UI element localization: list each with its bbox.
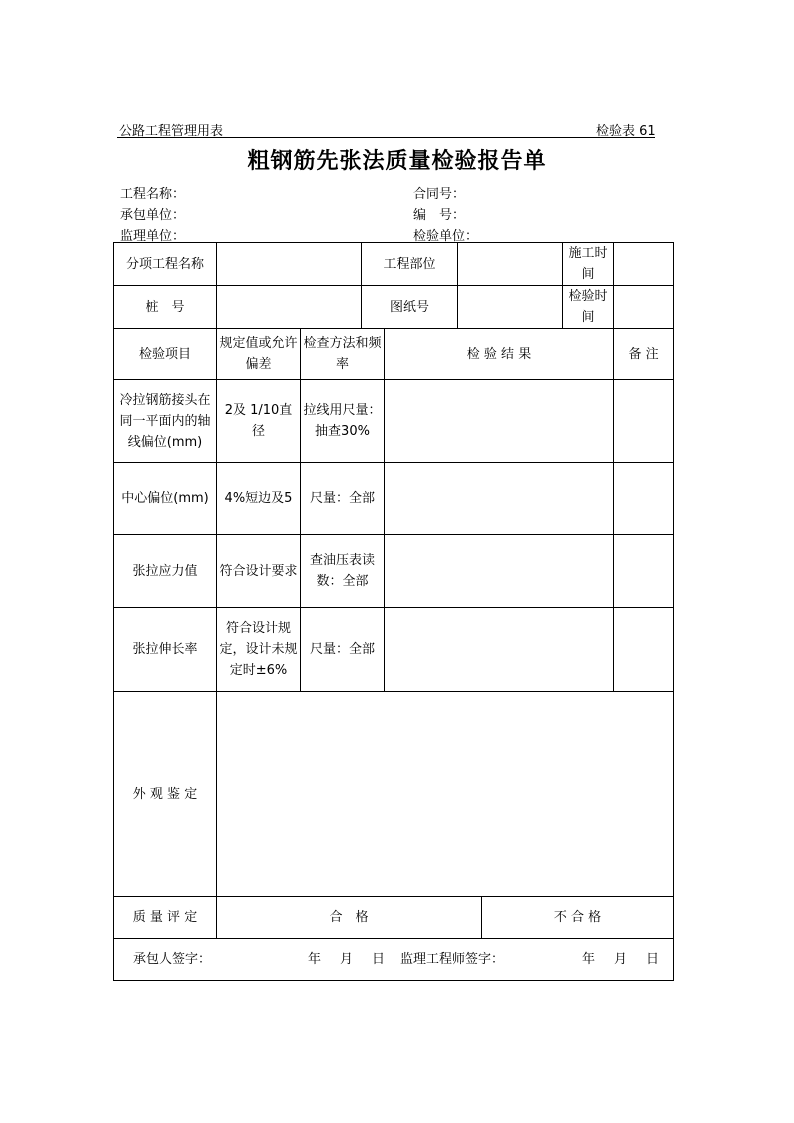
- engineer-sign-date: 年 月 日: [582, 952, 663, 967]
- item-result[interactable]: [385, 608, 614, 692]
- item-name: 张拉应力值: [114, 535, 217, 608]
- column-item: 检验项目: [114, 329, 217, 380]
- column-tolerance: 规定值或允许偏差: [217, 329, 301, 380]
- drawing-no-label: 图纸号: [362, 286, 458, 329]
- form-category: 公路工程管理用表: [119, 124, 224, 139]
- item-result[interactable]: [385, 463, 614, 535]
- table-row: [114, 286, 674, 329]
- drawing-no-value[interactable]: [458, 286, 563, 329]
- table-row: [114, 608, 674, 692]
- appearance-row: [114, 692, 674, 897]
- table-header-row: [114, 329, 674, 380]
- quality-label: 质 量 评 定: [114, 897, 217, 939]
- item-name: 冷拉钢筋接头在同一平面内的轴线偏位(mm): [114, 380, 217, 463]
- pile-no-value[interactable]: [217, 286, 362, 329]
- table-row: [114, 535, 674, 608]
- item-method: 尺量：全部: [301, 608, 385, 692]
- item-result[interactable]: [385, 380, 614, 463]
- project-name-label: 工程名称：: [120, 187, 186, 202]
- signature-cell: [114, 939, 674, 981]
- item-result[interactable]: [385, 535, 614, 608]
- header-rule: [117, 137, 655, 138]
- sub-project-label: 分项工程名称: [114, 243, 217, 286]
- inspection-time-value[interactable]: [614, 286, 674, 329]
- inspection-time-label: 检验时间: [563, 286, 614, 329]
- sub-project-value[interactable]: [217, 243, 362, 286]
- item-name: 张拉伸长率: [114, 608, 217, 692]
- construction-time-label: 施工时间: [563, 243, 614, 286]
- item-remark[interactable]: [614, 608, 674, 692]
- item-name: 中心偏位(mm): [114, 463, 217, 535]
- item-method: 查油压表读数：全部: [301, 535, 385, 608]
- table-row: [114, 243, 674, 286]
- table-row: [114, 463, 674, 535]
- contractor-signature-label: 承包人签字：: [133, 952, 212, 967]
- pile-no-label: 桩 号: [114, 286, 217, 329]
- item-tolerance: 符合设计要求: [217, 535, 301, 608]
- location-value[interactable]: [458, 243, 563, 286]
- construction-time-value[interactable]: [614, 243, 674, 286]
- appearance-value[interactable]: [217, 692, 674, 897]
- form-number: 检验表 61: [596, 124, 656, 139]
- number-label: 编 号：: [413, 208, 466, 223]
- column-remark: 备 注: [614, 329, 674, 380]
- page-title: 粗钢筋先张法质量检验报告单: [247, 148, 547, 174]
- item-tolerance: 4%短边及5: [217, 463, 301, 535]
- quality-row: [114, 897, 674, 939]
- item-tolerance: 符合设计规定，设计未规定时±6%: [217, 608, 301, 692]
- item-remark[interactable]: [614, 535, 674, 608]
- signature-row: [114, 939, 674, 981]
- column-method: 检查方法和频率: [301, 329, 385, 380]
- column-result: 检 验 结 果: [385, 329, 614, 380]
- quality-fail[interactable]: 不 合 格: [482, 897, 674, 939]
- contract-no-label: 合同号：: [413, 187, 466, 202]
- contractor-sign-date: 年 月 日: [308, 952, 389, 967]
- engineer-signature-label: 监理工程师签字：: [400, 952, 505, 967]
- item-remark[interactable]: [614, 463, 674, 535]
- item-remark[interactable]: [614, 380, 674, 463]
- table-row: [114, 380, 674, 463]
- inspection-table: [113, 242, 674, 981]
- inspection-unit-label: 检验单位：: [413, 229, 479, 244]
- item-method: 拉线用尺量：抽查30%: [301, 380, 385, 463]
- appearance-label: 外 观 鉴 定: [114, 692, 217, 897]
- location-label: 工程部位: [362, 243, 458, 286]
- supervisor-label: 监理单位：: [120, 229, 186, 244]
- contractor-label: 承包单位：: [120, 208, 186, 223]
- quality-pass[interactable]: 合 格: [217, 897, 482, 939]
- item-tolerance: 2及 1/10直径: [217, 380, 301, 463]
- item-method: 尺量：全部: [301, 463, 385, 535]
